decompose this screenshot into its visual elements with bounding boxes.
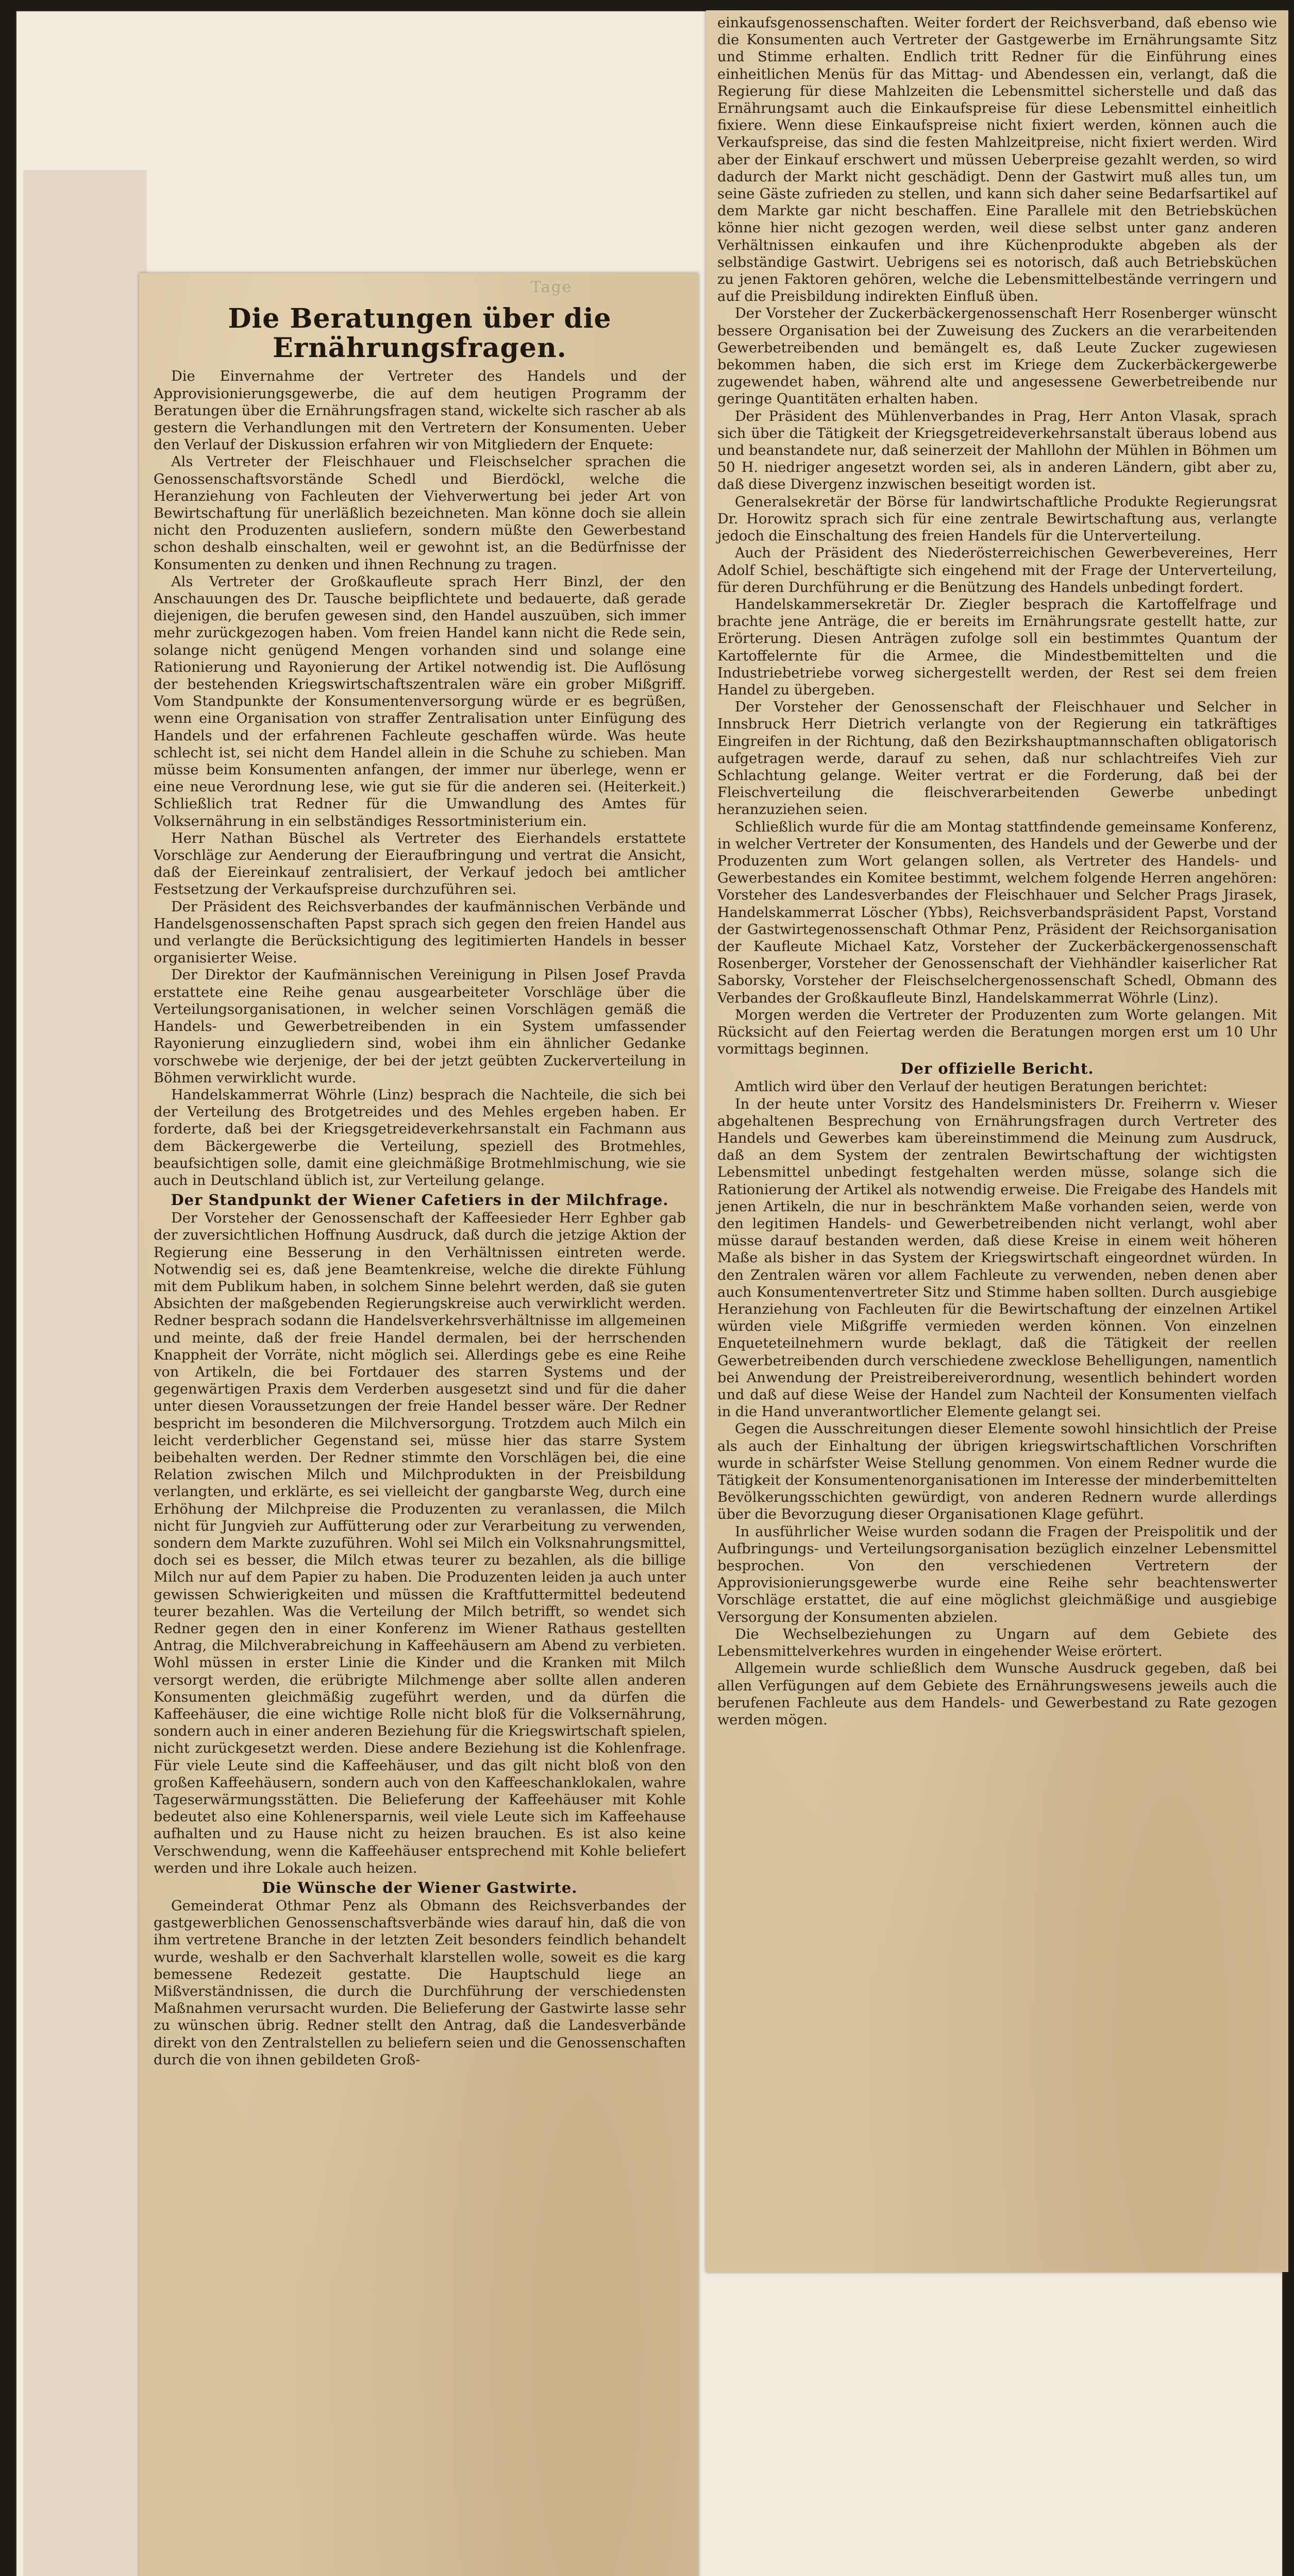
paragraph: Der Vorsteher der Genossenschaft der Fleischhauer und Selcher in Innsbruck Herr Dietrich verlangte von der Regierung ein tatkräftiges Eingreifen in der Richtung, daß den Bezirkshauptmannschaften obligatorisch aufgetragen werde, darauf zu sehen, daß nur schlachtreifes Vieh zur Schlachtung gelange. Weiter vertrat er die Forderung, daß bei der Fleischverteilung die fleischverarbeitenden Gewerbe unbedingt heranzuziehen seien. [717, 699, 1277, 818]
newspaper-clipping-left [139, 273, 698, 2576]
newspaper-clipping-right [706, 10, 1288, 2272]
paragraph: Der Direktor der Kaufmännischen Vereinigung in Pilsen Josef Pravda erstattete eine Reihe genau ausgearbeiteter Vorschläge über die Verteilungsorganisationen, in welcher seinen Vorschlägen gemäß die Handels- und Gewerbetreibenden in ein System umfassender Rayonierung einzugliedern sind, wobei ihm ein ähnlicher Gedanke vorschwebe wie derjenige, der bei der jetzt geübten Zuckerverteilung in Böhmen verwirklicht wurde. [154, 967, 686, 1086]
paragraph: Handelskammersekretär Dr. Ziegler besprach die Kartoffelfrage und brachte jene Anträge, die er bereits im Ernährungsrate gestellt hatte, zur Erörterung. Diesen Anträgen zufolge soll ein bestimmtes Quantum der Kartoffelernte für die Armee, die Mindestbemittelten und die Industriebetriebe vorweg sichergestellt werden, der Rest sei dem freien Handel zu übergeben. [717, 596, 1277, 698]
left-column [154, 304, 686, 2576]
section-subhead-official-report: Der offizielle Bericht. [900, 1060, 1094, 1078]
right-column [717, 14, 1277, 2272]
section-subhead-cafetiers: Der Standpunkt der Wiener Cafetiers in der Milchfrage. [171, 1191, 669, 1209]
paragraph: Herr Nathan Büschel als Vertreter des Eierhandels erstattete Vorschläge zur Aenderung der Eieraufbringung und vertrat die Ansicht, daß der Eiereinkauf zentralisiert, der Verkauf jedoch bei amtlicher Festsetzung der Verkaufspreise durchzuführen sei. [154, 830, 686, 898]
paragraph: Als Vertreter der Fleischhauer und Fleischselcher sprachen die Genossenschaftsvorstände Schedl und Bierdöckl, welche die Heranziehung von Fachleuten der Viehverwertung bei jeder Art von Bewirtschaftung für unerläßlich bezeichneten. Man könne doch sie allein nicht den Produzenten ausliefern, sondern müßte den Gewerbestand schon deshalb einschalten, weil er gewohnt ist, an die Bedürfnisse der Konsumenten zu denken und ihnen Rechnung zu tragen. [154, 454, 686, 573]
paragraph: Der Vorsteher der Zuckerbäckergenossenschaft Herr Rosenberger wünscht bessere Organisation bei der Zuweisung des Zuckers an die verarbeitenden Gewerbetreibenden und bemängelt es, daß Leute Zucker zugewiesen bekommen haben, die sich erst im Kriege dem Zuckerbäckergewerbe zugewendet haben, während alte und angesessene Gewerbetreibende nur geringe Quantitäten erhalten haben. [717, 306, 1277, 408]
paragraph: Gegen die Ausschreitungen dieser Elemente sowohl hinsichtlich der Preise als auch der Einhaltung der übrigen kriegswirtschaftlichen Vorschriften wurde in schärfster Weise Stellung genommen. Von einem Redner wurde die Tätigkeit der Konsumentenorganisationen im Interesse der minderbemittelten Bevölkerungsschichten gewürdigt, von anderen Rednern wurde allerdings über die Bevorzugung dieser Organisationen Klage geführt. [717, 1421, 1277, 1523]
paragraph: Morgen werden die Vertreter der Produzenten zum Worte gelangen. Mit Rücksicht auf den Feiertag werden die Beratungen morgen erst um 10 Uhr vormittags beginnen. [717, 1007, 1277, 1058]
paragraph: Der Vorsteher der Genossenschaft der Kaffeesieder Herr Eghber gab der zuversichtlichen Hoffnung Ausdruck, daß durch die jetzige Aktion der Regierung eine Besserung in den Verhältnissen eintreten werde. Notwendig sei es, daß jene Beamtenkreise, welche die direkte Fühlung mit dem Publikum haben, in solchem Sinne belehrt werden, daß sie guten Absichten der maßgebenden Regierungskreise auch verwirklicht werden. Redner besprach sodann die Handelsverkehrsverhältnisse im allgemeinen und meinte, daß der freie Handel dermalen, bei der herrschenden Knappheit der Vorräte, nicht möglich sei. Allerdings gebe es eine Reihe von Artikeln, die bei Fortdauer des starren Systems und der gegenwärtigen Praxis dem Verderben ausgesetzt sind und für die daher unter diesen Voraussetzungen der freie Handel besser wäre. Der Redner bespricht im besonderen die Milchversorgung. Trotzdem auch Milch ein leicht verderblicher Gegenstand sei, müsse hier das starre System beibehalten werden. Der Redner stimmte den Vorschlägen bei, die eine Relation zwischen Milch und Milchprodukten in der Preisbildung verlangten, und erklärte, es sei vielleicht der gangbarste Weg, durch eine Erhöhung der Milchpreise die Produzenten zu veranlassen, die Milch nicht für Jungvieh zur Auffütterung oder zur Verarbeitung zu verwenden, sondern dem Markte zuzuführen. Wohl sei Milch ein Volksnahrungsmittel, doch sei es besser, die Milch etwas teurer zu bezahlen, als die billige Milch nur auf dem Papier zu haben. Die Produzenten leiden ja auch unter gewissen Schwierigkeiten und müssen die Kraftfuttermittel bedeutend teurer bezahlen. Was die Verteilung der Milch betrifft, so wendet sich Redner gegen den in einer Konferenz im Wiener Rathaus gestellten Antrag, die Milchverabreichung in Kaffeehäusern am Abend zu verbieten. Wohl müssen in erster Linie die Kinder und die Kranken mit Milch versorgt werden, die erübrigte Milchmenge aber sollte allen anderen Konsumenten gleichmäßig zugeführt werden, und da dürfen die Kaffeehäuser, die eine wichtige Rolle nicht bloß für die Volksernährung, sondern auch in einer anderen Beziehung für die Kriegswirtschaft spielen, nicht zurückgesetzt werden. Diese andere Beziehung ist die Kohlenfrage. Für viele Leute sind die Kaffeehäuser, und das gilt nicht bloß von den großen Kaffeehäusern, sondern auch von den Kaffeeschanklokalen, wahre Tageserwärmungsstätten. Die Belieferung der Kaffeehäuser mit Kohle bedeutet also eine Kohlenersparnis, weil viele Leute sich im Kaffeehause aufhalten und zu Hause nicht zu heizen brauchen. Es ist also keine Verschwendung, wenn die Kaffeehäuser entsprechend mit Kohle beliefert werden und ihre Lokale auch heizen. [154, 1210, 686, 1876]
paragraph: Generalsekretär der Börse für landwirtschaftliche Produkte Regierungsrat Dr. Horowitz sprach sich für eine zentrale Bewirtschaftung aus, verlangte jedoch die Einschaltung des freien Handels für die Unterverteilung. [717, 494, 1277, 545]
paragraph: Auch der Präsident des Niederösterreichischen Gewerbevereines, Herr Adolf Schiel, beschäftigte sich eingehend mit der Frage der Unterverteilung, für deren Durchführung er die Benützung des Handels unbedingt fordert. [717, 545, 1277, 596]
paragraph: Amtlich wird über den Verlauf der heutigen Beratungen berichtet: [735, 1079, 1208, 1095]
paragraph: Allgemein wurde schließlich dem Wunsche Ausdruck gegeben, daß bei allen Verfügungen auf dem Gebiete des Ernährungswesens jeweils auch die berufenen Fachleute aus dem Handels- und Gewerbestand zu Rate gezogen werden mögen. [717, 1660, 1277, 1728]
paragraph: Die Wechselbeziehungen zu Ungarn auf dem Gebiete des Lebensmittelverkehres wurden in eingehender Weise erörtert. [717, 1626, 1277, 1660]
paragraph: Als Vertreter der Großkaufleute sprach Herr Binzl, der den Anschauungen des Dr. Tausche beipflichtete und bedauerte, daß gerade diejenigen, die berufen gewesen sind, den Handel auszuüben, sich immer mehr zurückgezogen haben. Vom freien Handel kann nicht die Rede sein, solange nicht genügend Mengen vorhanden sind und solange eine Rationierung und Rayonierung der Artikel notwendig ist. Die Auflösung der bestehenden Kriegswirtschaftszentralen wäre ein grober Mißgriff. Vom Standpunkte der Konsumentenversorgung würde er es begrüßen, wenn eine Organisation von straffer Zentralisation unter Einfügung des Handels und der erfahrenen Fachleute geschaffen würde. Was heute schlecht ist, sei nicht dem Handel allein in die Schuhe zu schieben. Man müsse beim Konsumenten anfangen, der immer nur überlege, wenn er eine neue Verordnung lese, wie gut sie für die anderen sei. (Heiterkeit.) Schließlich trat Redner für die Umwandlung des Amtes für Volksernährung in ein selbständiges Ressortministerium ein. [154, 573, 686, 829]
paragraph: Der Präsident des Reichsverbandes der kaufmännischen Verbände und Handelsgenossenschaften Papst sprach sich gegen den freien Handel aus und verlangte die Berücksichtigung des legitimierten Handels in besser organisierter Weise. [154, 899, 686, 967]
section-subhead-gastwirte: Die Wünsche der Wiener Gastwirte. [262, 1879, 578, 1897]
paragraph: In der heute unter Vorsitz des Handelsministers Dr. Freiherrn v. Wieser abgehaltenen Besprechung von Ernährungsfragen durch Vertreter des Handels und Gewerbes kam übereinstimmend die Meinung zum Ausdruck, daß an dem System der zentralen Bewirtschaftung der wichtigsten Lebensmittel unbedingt festgehalten werden müsse, solange sich die Rationierung der Artikel als notwendig erweise. Die Freigabe des Handels mit jenen Artikeln, die nur in beschränktem Maße vorhanden seien, werde von den legitimen Handels- und Gewerbetreibenden nicht verlangt, wohl aber müsse darauf bestanden werden, daß diese Kreise in einem weit höheren Maße als bisher in das System der Kriegswirtschaft eingeordnet würden. In den Zentralen wären vor allem Fachleute zu verwenden, neben denen aber auch Konsumentenvertreter Sitz und Stimme haben sollten. Durch ausgiebige Heranziehung von Fachleuten für die Bewirtschaftung der einzelnen Artikel würden viele Mißgriffe vermieden werden können. Von einzelnen Enqueteteilnehmern wurde beklagt, daß die Tätigkeit der reellen Gewerbetreibenden durch verschiedene zwecklose Behelligungen, namentlich bei Anwendung der Preistreibereiverordnung, wesentlich behindert worden und daß auf diese Weise der Handel zum Nachteil der Konsumenten vielfach in die Hand unverantwortlicher Elemente gelangt sei. [717, 1096, 1277, 1420]
paragraph: Gemeinderat Othmar Penz als Obmann des Reichsverbandes der gastgewerblichen Genossenschaftsverbände wies darauf hin, daß die von ihm vertretene Branche in der letzten Zeit besonders feindlich behandelt wurde, weshalb er den Sachverhalt klarstellen wolle, soweit es die karg bemessene Redezeit gestatte. Die Hauptschuld liege an Mißverständnissen, die durch die Durchführung der verschiedensten Maßnahmen verursacht wurden. Die Belieferung der Gastwirte lasse sehr zu wünschen übrig. Redner stellt den Antrag, daß die Landesverbände direkt von den Zentralstellen zu beliefern seien und die Genossenschaften durch die von ihnen gebildeten Groß- [154, 1898, 686, 2068]
paragraph: In ausführlicher Weise wurden sodann die Fragen der Preispolitik und der Aufbringungs- und Verteilungsorganisation bezüglich einzelner Lebensmittel besprochen. Von den verschiedenen Vertretern der Approvisionierungsgewerbe wurde eine Reihe sehr beachtenswerter Vorschläge erstattet, die auf eine möglichst gleichmäßige und ausgiebige Versorgung der Konsumenten abzielen. [717, 1523, 1277, 1625]
paragraph: einkaufsgenossenschaften. Weiter fordert der Reichsverband, daß ebenso wie die Konsumenten auch Vertreter der Gastgewerbe im Ernährungsamte Sitz und Stimme erhalten. Endlich tritt Redner für die Einführung eines einheitlichen Menüs für das Mittag- und Abendessen ein, verlangt, daß die Regierung für diese Mahlzeiten die Lebensmittel sicherstelle und daß das Ernährungsamt auch die Einkaufspreise für diese Lebensmittel einheitlich fixiere. Wenn diese Einkaufspreise nicht fixiert werden, können auch die Verkaufspreise, das sind die festen Mahlzeitpreise, nicht fixiert werden. Wird aber der Einkauf erschwert und müssen Ueberpreise gezahlt werden, so wird dadurch der Markt nicht geschädigt. Denn der Gastwirt muß alles tun, um seine Gäste zufrieden zu stellen, und kann sich daher seine Bedarfsartikel auf dem Markte gar nicht beschaffen. Eine Parallele mit den Betriebsküchen könne hier nicht gezogen werden, weil diese selbst unter ganz anderen Verhältnissen einkaufen und ihre Küchenprodukte abgeben als der selbständige Gastwirt. Uebrigens sei es notorisch, daß auch Betriebsküchen zu jenen Faktoren gehören, welche die Lebensmittelbestände verringern und auf die Preisbildung indirekten Einfluß üben. [717, 15, 1277, 305]
background-paper-strip [23, 170, 147, 2576]
paragraph: Schließlich wurde für die am Montag stattfindende gemeinsame Konferenz, in welcher Vertreter der Konsumenten, des Handels und der Gewerbe und der Produzenten zum Wort gelangen sollen, als Vertreter des Handels- und Gewerbestandes ein Komitee bestimmt, welchem folgende Herren angehören: Vorsteher des Landesverbandes der Fleischhauer und Selcher Prags Jirasek, Handelskammerrat Löscher (Ybbs), Reichsverbandspräsident Papst, Vorstand der Gastwirtegenossenschaft Othmar Penz, Präsident der Reichsorganisation der Kaufleute Michael Katz, Vorsteher der Zuckerbäckergenossenschaft Rosenberger, Vorsteher der Genossenschaft der Viehhändler kaiserlicher Rat Saborsky, Vorsteher der Fleischselchergenossenschaft Schedl, Obmann des Verbandes der Großkaufleute Binzl, Handelskammerrat Wöhrle (Linz). [717, 819, 1277, 1006]
faint-header-text: Tage [531, 278, 573, 296]
paragraph: Der Präsident des Mühlenverbandes in Prag, Herr Anton Vlasak, sprach sich über die Tätigkeit der Kriegsgetreideverkehrsanstalt überaus lobend aus und beanstandete nur, daß seinerzeit der Mahllohn der Mühlen in Böhmen um 50 H. niedriger angesetzt worden sei, als in anderen Ländern, gibt aber zu, daß diese Divergenz inzwischen beseitigt worden ist. [717, 408, 1277, 493]
paragraph: Die Einvernahme der Vertreter des Handels und der Approvisionierungsgewerbe, die auf dem heutigen Programm der Beratungen über die Ernährungsfragen stand, wickelte sich rascher ab als gestern die Verhandlungen mit den Vertretern der Konsumenten. Ueber den Verlauf der Diskussion erfahren wir von Mitgliedern der Enquete: [154, 368, 686, 453]
paragraph: Handelskammerrat Wöhrle (Linz) besprach die Nachteile, die sich bei der Verteilung des Brotgetreides und des Mehles ergeben haben. Er forderte, daß bei der Kriegsgetreideverkehrsanstalt ein Fachmann aus dem Bäckergewerbe die Verteilung, speziell des Brotmehles, beaufsichtigen solle, damit eine gleichmäßige Brotmehlmischung, wie sie auch in Deutschland üblich ist, zur Verteilung gelange. [154, 1087, 686, 1189]
article-headline: Die Beratungen über die Ernährungsfragen. [228, 303, 612, 364]
